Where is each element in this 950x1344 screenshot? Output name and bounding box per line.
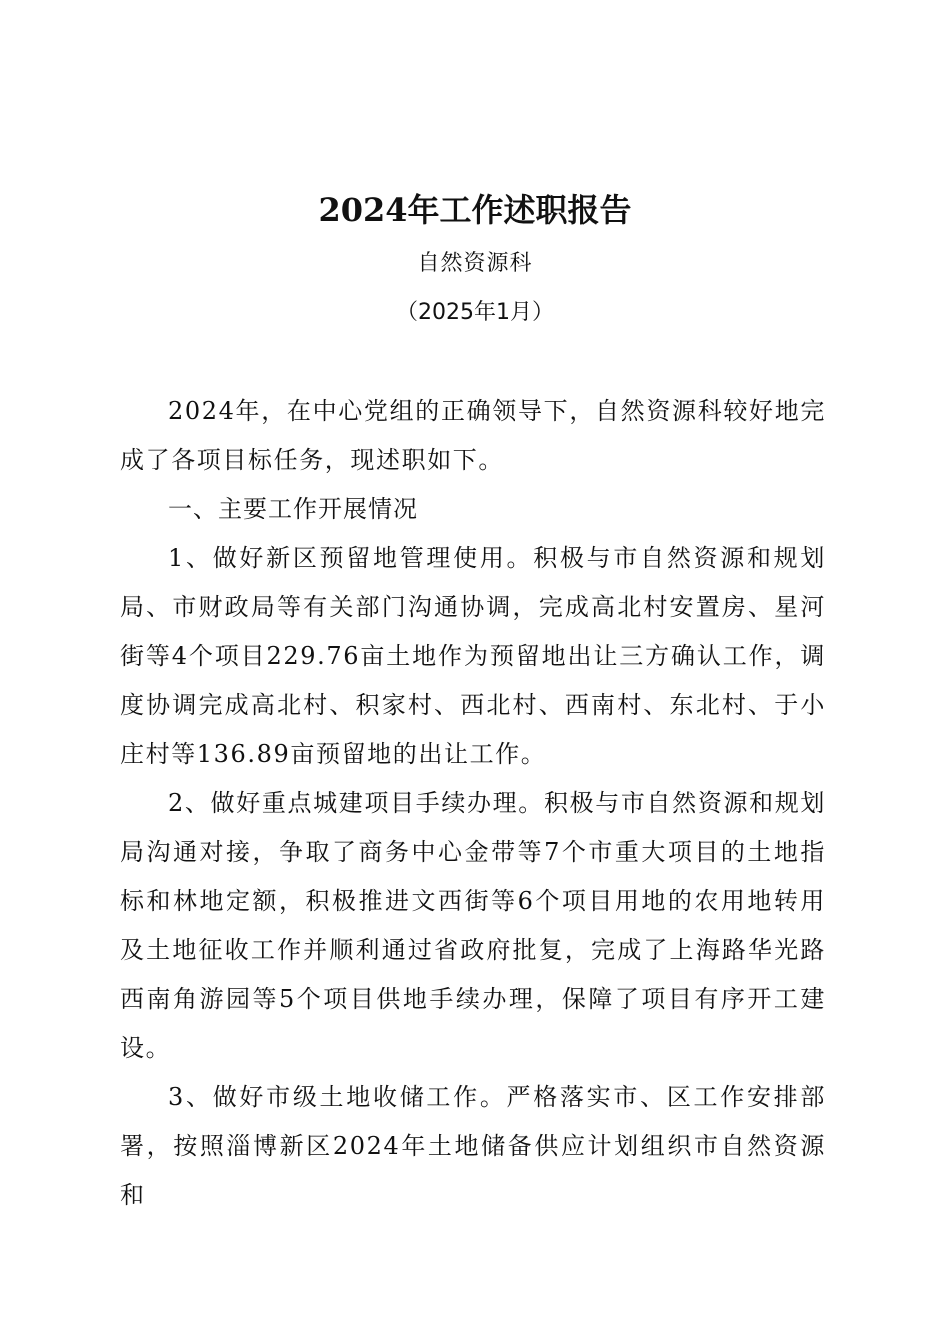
intro-paragraph: 2024年，在中心党组的正确领导下，自然资源科较好地完成了各项目标任务，现述职如下。 xyxy=(120,397,826,474)
document-title: 2024年工作述职报告 xyxy=(318,191,632,229)
section-heading: 一、主要工作开展情况 xyxy=(168,495,418,523)
document-body xyxy=(120,387,826,1220)
report-date: （2025年1月） xyxy=(396,300,554,325)
body-paragraph: 1、做好新区预留地管理使用。积极与市自然资源和规划局、市财政局等有关部门沟通协调，完成高北村安置房、星河街等4个项目229.76亩土地作为预留地出让三方确认工作，调度协调完成高北村、积家村、西北村、西南村、东北村、于小庄村等136.89亩预留地的出让工作。 xyxy=(120,544,826,768)
body-paragraph: 2、做好重点城建项目手续办理。积极与市自然资源和规划局沟通对接，争取了商务中心金带等7个市重大项目的土地指标和林地定额，积极推进文西街等6个项目用地的农用地转用及土地征收工作并顺利通过省政府批复，完成了上海路华光路西南角游园等5个项目供地手续办理，保障了项目有序开工建设。 xyxy=(120,789,826,1062)
department-name: 自然资源科 xyxy=(417,251,533,276)
body-paragraph: 3、做好市级土地收储工作。严格落实市、区工作安排部署，按照淄博新区2024年土地储备供应计划组织市自然资源和 xyxy=(120,1083,826,1209)
